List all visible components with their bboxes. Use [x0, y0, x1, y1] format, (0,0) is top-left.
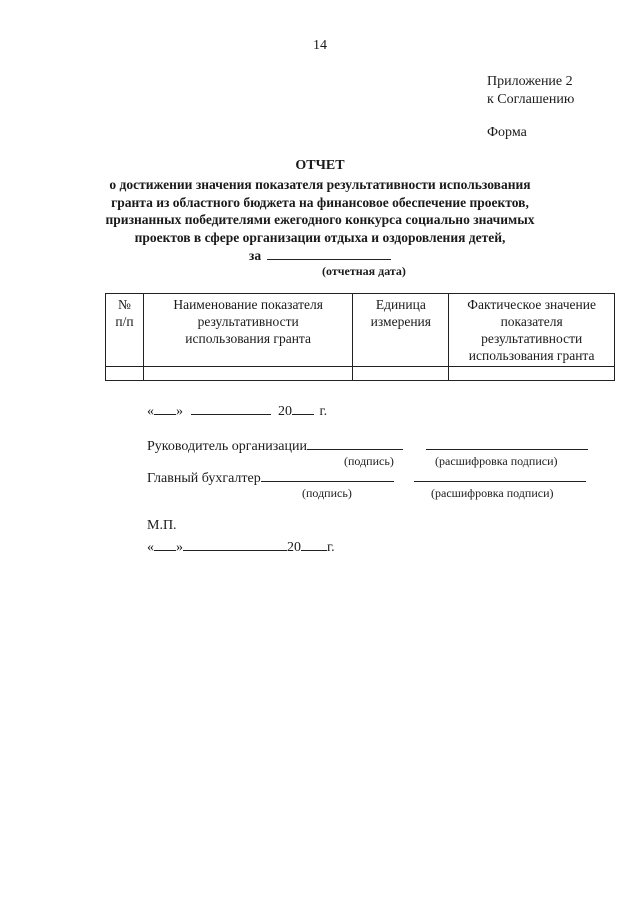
header-unit: Единица измерения: [353, 294, 449, 367]
subtitle-line-2: гранта из областного бюджета на финансовое обеспечение проектов,: [111, 194, 529, 210]
period-line: [0, 247, 640, 264]
table-header-row: [106, 294, 615, 367]
director-decryption-caption: (расшифровка подписи): [435, 454, 558, 468]
subtitle-line-1: о достижении значения показателя результативности использования: [109, 177, 531, 192]
stamp-label: М.П.: [147, 518, 177, 533]
header-indicator-name: Наименование показателя результативности использования гранта: [143, 294, 353, 367]
accountant-decryption-caption: (расшифровка подписи): [431, 486, 554, 500]
header-actual-value: Фактическое значение показателя результативности использования гранта: [449, 294, 615, 367]
stamp-year-blank[interactable]: [301, 538, 327, 551]
day-blank[interactable]: [154, 402, 176, 415]
stamp-day-blank[interactable]: [154, 538, 176, 551]
director-signature-line: [147, 437, 403, 455]
period-caption: (отчетная дата): [322, 264, 406, 278]
stamp-month-blank[interactable]: [183, 538, 287, 551]
month-blank[interactable]: [191, 402, 271, 415]
period-prefix: за: [248, 248, 262, 263]
report-subtitle: [0, 176, 640, 246]
director-decryption: [426, 437, 588, 455]
stamp-date-line: « » 20 г.: [147, 540, 335, 555]
report-date-line: « » 20 г.: [147, 404, 328, 419]
accountant-signature-caption: (подпись): [302, 486, 352, 500]
accountant-label: Главный бухгалтер: [147, 471, 261, 486]
form-label: Форма: [487, 125, 527, 140]
table-cell[interactable]: [106, 367, 144, 381]
director-label: Руководитель организации: [147, 439, 307, 454]
director-signature-caption: (подпись): [344, 454, 394, 468]
page-number: 14: [313, 38, 327, 53]
accountant-decryption-blank[interactable]: [414, 469, 586, 482]
table-cell[interactable]: [353, 367, 449, 381]
subtitle-line-4: проектов в сфере организации отдыха и оздоровления детей,: [134, 229, 506, 245]
appendix-header: [487, 73, 574, 109]
director-decryption-blank[interactable]: [426, 437, 588, 450]
table-cell[interactable]: [143, 367, 353, 381]
table-row: [106, 367, 615, 381]
header-number: № п/п: [106, 294, 144, 367]
director-signature-blank[interactable]: [307, 437, 403, 450]
year-blank[interactable]: [292, 402, 314, 415]
report-title: ОТЧЕТ: [295, 158, 345, 173]
table-cell[interactable]: [449, 367, 615, 381]
period-blank[interactable]: [267, 247, 391, 260]
accountant-signature-line: [147, 469, 394, 487]
appendix-line-2: к Соглашению: [487, 92, 575, 107]
accountant-signature-blank[interactable]: [261, 469, 394, 482]
appendix-line-1: Приложение 2: [487, 74, 573, 89]
indicators-table: [105, 293, 615, 381]
subtitle-line-3: признанных победителями ежегодного конкурса социально значимых: [105, 212, 535, 227]
accountant-decryption: [414, 469, 586, 487]
